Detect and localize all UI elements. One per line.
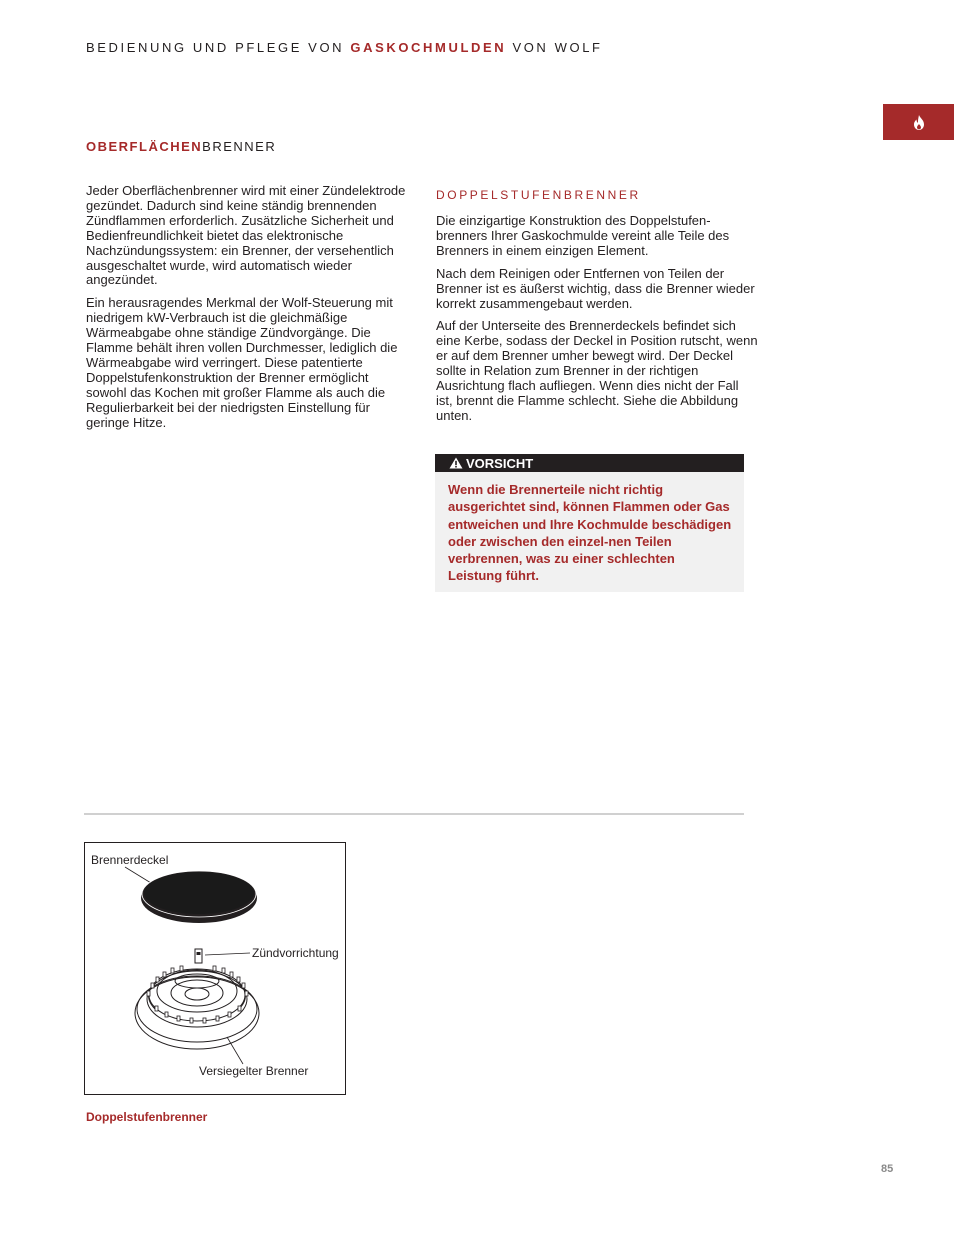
- burner-diagram: [85, 843, 345, 1094]
- igniter: [195, 949, 202, 963]
- section-title: [86, 139, 276, 154]
- paragraph: Nach dem Reinigen oder Entfernen von Teilen der Brenner ist es äußerst wichtig, dass die Brenner wieder korrekt zusammengebaut werden.: [436, 265, 755, 311]
- caution-box: [435, 454, 744, 592]
- paragraph: Jeder Oberflächenbrenner wird mit einer Zündelektrode gezündet. Dadurch sind keine ständig brennenden Zündflammen erforderlich. Zusätzliche Sicherheit und Bedienfreundlichkeit bietet das elektronische Nachzündungssystem: ein Brenner, der versehentlich ausgeschaltet wurde, wird automatisch wieder angezündet.: [86, 183, 406, 288]
- left-column: [86, 184, 408, 439]
- paragraph: Ein herausragendes Merkmal der Wolf-Steuerung mit niedrigem kW-Verbrauch ist die gleichmäßige Wärmeabgabe ohne ständige Zündvorgänge. Die Flamme behält ihren vollen Durchmesser, lediglich die Wärmeabgabe wird verringert. Diese patentierte Doppelstufenkonstruktion der Brenner ermöglicht sowohl das Kochen mit großer Flamme als auch die Regulierbarkeit bei der niedrigsten Einstellung für geringe Hitze.: [86, 295, 398, 430]
- label-igniter: Zündvorrichtung: [252, 946, 339, 960]
- page-header: [86, 40, 603, 55]
- label-burner-cap: Brennerdeckel: [91, 853, 169, 867]
- warning-icon: [449, 457, 463, 469]
- header-brand: GASKOCHMULDEN: [350, 40, 507, 55]
- paragraph: Die einzigartige Konstruktion des Doppelstufen-brenners Ihrer Gaskochmulde vereint alle Teile des Brenners in einem einzigen Element.: [436, 213, 730, 258]
- figure-caption: Doppelstufenbrenner: [86, 1110, 208, 1124]
- header-suffix: VON WOLF: [506, 40, 603, 55]
- subsection-title: DOPPELSTUFENBRENNER: [436, 188, 641, 202]
- chapter-tab: [883, 104, 954, 140]
- burner-figure: [84, 842, 346, 1095]
- section-title-rest: BRENNER: [202, 139, 277, 154]
- right-column: [436, 214, 758, 432]
- caution-label: VORSICHT: [466, 455, 534, 471]
- caution-text: Wenn die Brennerteile nicht richtig ausgerichtet sind, können Flammen oder Gas entweichen und Ihre Kochmulde beschädigen oder zwischen den einzel-nen Teilen verbrennen, was zu einer schlechten Leistung führt.: [448, 482, 732, 584]
- burner-cap: [141, 871, 257, 923]
- paragraph: Auf der Unterseite des Brennerdeckels befindet sich eine Kerbe, sodass der Deckel in Position rutscht, wenn er auf dem Brenner umher bewegt wird. Der Deckel sollte in Relation zum Brenner in der richtigen Ausrichtung flach aufliegen. Wenn dies nicht der Fall ist, brennt die Flamme schlecht. Siehe die Abbildung unten.: [436, 318, 758, 423]
- divider: [84, 813, 744, 815]
- header-prefix: BEDIENUNG UND PFLEGE VON: [86, 40, 351, 55]
- section-title-bold: OBERFLÄCHEN: [86, 139, 203, 154]
- flame-icon: [913, 115, 925, 130]
- page-number: 85: [881, 1163, 894, 1175]
- caution-header: [435, 454, 744, 472]
- label-sealed-burner: Versiegelter Brenner: [199, 1064, 309, 1078]
- burner-ports: [147, 966, 248, 1023]
